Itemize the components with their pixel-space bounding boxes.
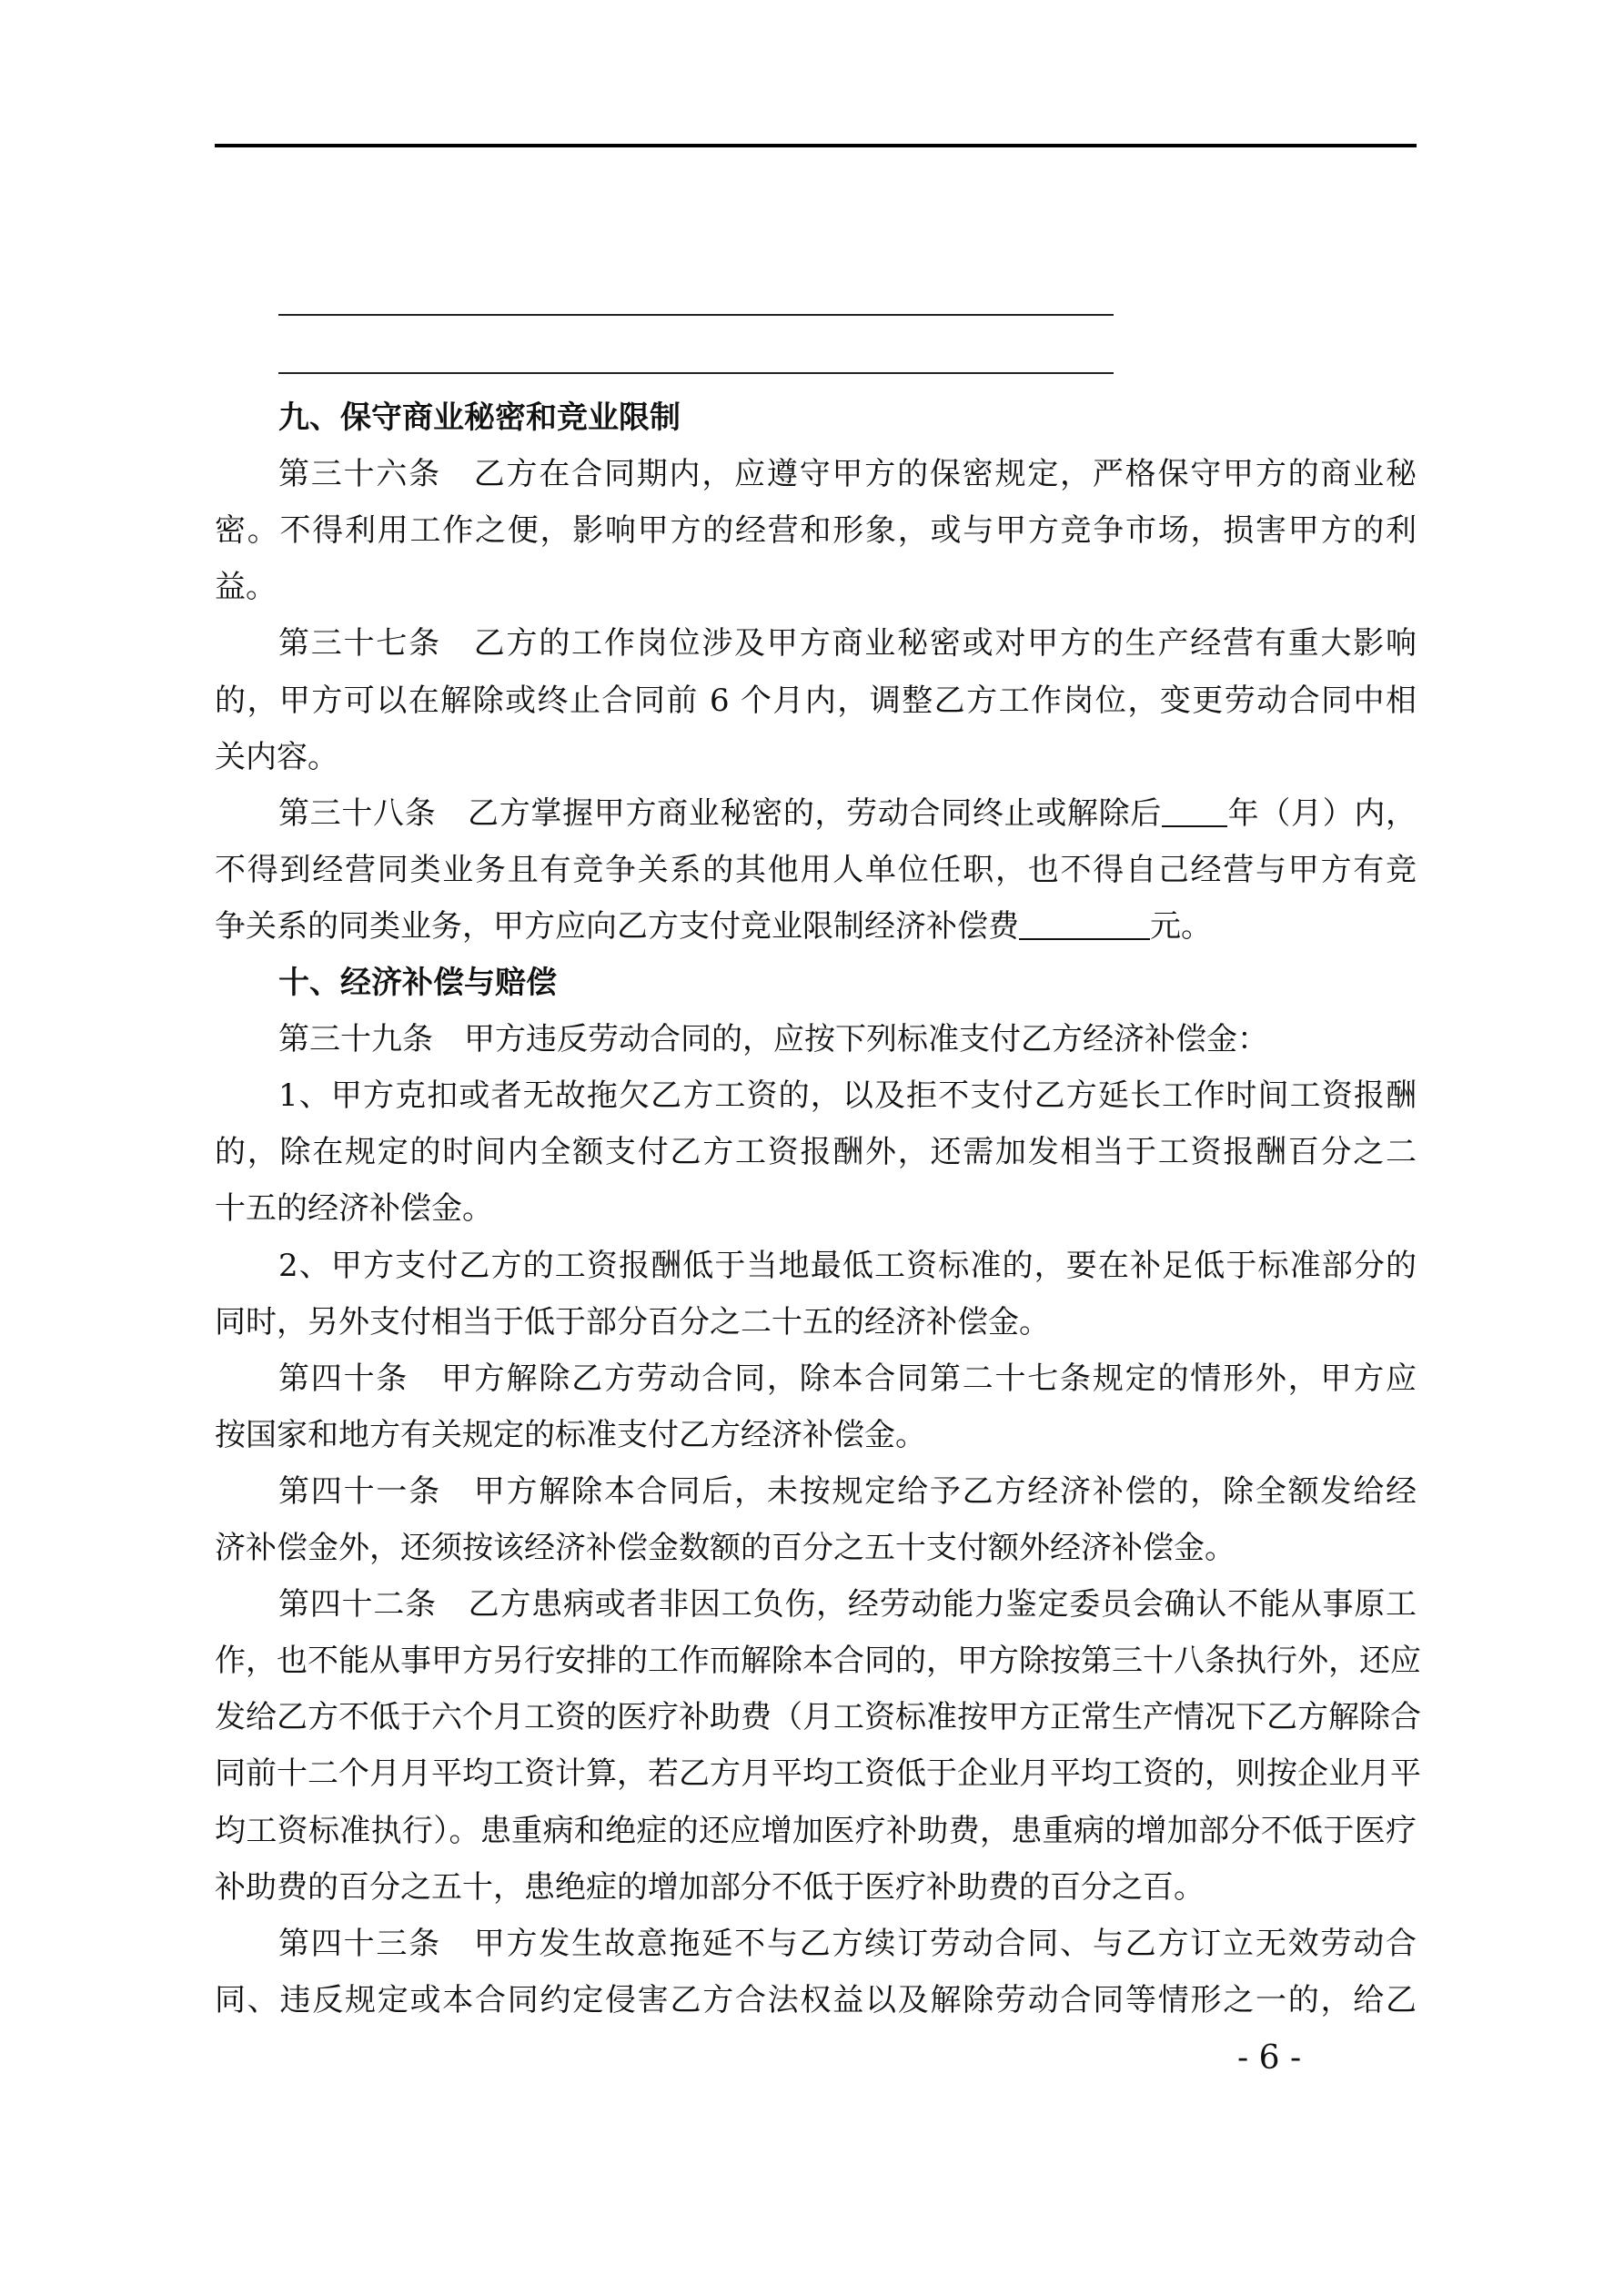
text-line	[278, 1350, 1417, 1407]
line-text: 发给乙方不低于六个月工资的医疗补助费（月工资标准按甲方正常生产情况下乙方解除合	[215, 1699, 1421, 1736]
text-line	[278, 1463, 1417, 1520]
line-text: 争关系的同类业务，甲方应向乙方支付竞业限制经济补偿费	[215, 907, 1019, 945]
header-rule	[215, 144, 1417, 147]
line-text: 补助费的百分之五十，患绝症的增加部分不低于医疗补助费的百分之百。	[215, 1868, 1205, 1906]
line-text: 关内容。	[215, 738, 338, 775]
text-line	[278, 1576, 1417, 1633]
line-text: 九、保守商业秘密和竞业限制	[278, 400, 681, 436]
text-line	[278, 1067, 1417, 1124]
line-text: 十、经济补偿与赔偿	[278, 965, 557, 1001]
line-text: 密。不得利用工作之便，影响甲方的经营和形象，或与甲方竞争市场，损害甲方的利	[215, 512, 1417, 550]
text-line	[215, 673, 1417, 729]
section-heading	[278, 955, 557, 1011]
text-line	[215, 842, 1417, 898]
line-text: 第四十三条 甲方发生故意拖延不与乙方续订劳动合同、与乙方订立无效劳动合	[278, 1925, 1417, 1962]
text-line	[215, 1745, 1421, 1802]
line-text: 同、违反规定或本合同约定侵害乙方合法权益以及解除劳动合同等情形之一的，给乙	[215, 1981, 1417, 2018]
line-text-after-blank: 年（月）内，	[1226, 794, 1417, 832]
text-line	[215, 1859, 1205, 1916]
text-line	[215, 729, 338, 785]
line-text: 的，除在规定的时间内全额支付乙方工资报酬外，还需加发相当于工资报酬百分之二	[215, 1134, 1417, 1171]
text-line	[215, 1803, 1417, 1859]
fill-in-blank[interactable]	[1162, 789, 1227, 827]
line-text: 作，也不能从事甲方另行安排的工作而解除本合同的，甲方除按第三十八条执行外，还应	[215, 1643, 1421, 1680]
line-text: 济补偿金外，还须按该经济补偿金数额的百分之五十支付额外经济补偿金。	[215, 1530, 1236, 1566]
text-line	[278, 785, 1417, 842]
line-text: 第四十二条 乙方患病或者非因工负伤，经劳动能力鉴定委员会确认不能从事原工	[278, 1586, 1417, 1623]
line-text: 第三十八条 乙方掌握甲方商业秘密的，劳动合同终止或解除后	[278, 794, 1162, 832]
text-line	[215, 1689, 1421, 1745]
line-text-after-blank: 元。	[1150, 907, 1212, 945]
fill-in-line[interactable]	[278, 372, 1114, 374]
line-text: 2、甲方支付乙方的工资报酬低于当地最低工资标准的，要在补足低于标准部分的	[278, 1247, 1417, 1284]
text-line	[215, 1294, 1050, 1350]
text-line	[278, 1238, 1417, 1294]
line-text: 第四十一条 甲方解除本合同后，未按规定给予乙方经济补偿的，除全额发给经	[278, 1472, 1417, 1510]
line-text: 同时，另外支付相当于低于部分百分之二十五的经济补偿金。	[215, 1303, 1050, 1340]
line-text: 益。	[215, 569, 277, 606]
line-text: 的，甲方可以在解除或终止合同前 6 个月内，调整乙方工作岗位，变更劳动合同中相	[215, 682, 1417, 719]
text-line	[215, 1520, 1236, 1576]
section-heading	[278, 389, 681, 446]
line-text: 同前十二个月月平均工资计算，若乙方月平均工资低于企业月平均工资的，则按企业月平	[215, 1755, 1421, 1793]
line-text: 第四十条 甲方解除乙方劳动合同，除本合同第二十七条规定的情形外，甲方应	[278, 1360, 1417, 1397]
text-line	[215, 559, 277, 615]
line-text: 第三十九条 甲方违反劳动合同的，应按下列标准支付乙方经济补偿金：	[278, 1021, 1268, 1058]
line-text: 均工资标准执行）。患重病和绝症的还应增加医疗补助费，患重病的增加部分不低于医疗	[215, 1812, 1417, 1849]
text-line	[278, 1916, 1417, 1972]
line-text: 十五的经济补偿金。	[215, 1190, 493, 1228]
line-text: 第三十六条 乙方在合同期内，应遵守甲方的保密规定，严格保守甲方的商业秘	[278, 456, 1417, 493]
line-text: 不得到经营同类业务且有竞争关系的其他用人单位任职，也不得自己经营与甲方有竞	[215, 851, 1417, 888]
text-line	[215, 502, 1417, 559]
line-text: 按国家和地方有关规定的标准支付乙方经济补偿金。	[215, 1416, 926, 1453]
text-line	[215, 1124, 1417, 1180]
text-line	[215, 1407, 926, 1463]
text-line	[215, 1972, 1417, 2028]
text-line	[215, 1180, 493, 1237]
text-line	[278, 446, 1417, 502]
text-line	[215, 1633, 1421, 1689]
text-line	[278, 1011, 1268, 1067]
text-line	[215, 898, 1212, 955]
fill-in-blank[interactable]	[1019, 902, 1150, 940]
page-number: - 6 -	[1237, 2039, 1302, 2077]
text-line	[278, 615, 1417, 672]
line-text: 第三十七条 乙方的工作岗位涉及甲方商业秘密或对甲方的生产经营有重大影响	[278, 625, 1417, 663]
line-text: 1、甲方克扣或者无故拖欠乙方工资的，以及拒不支付乙方延长工作时间工资报酬	[278, 1077, 1417, 1115]
fill-in-line[interactable]	[278, 314, 1114, 316]
